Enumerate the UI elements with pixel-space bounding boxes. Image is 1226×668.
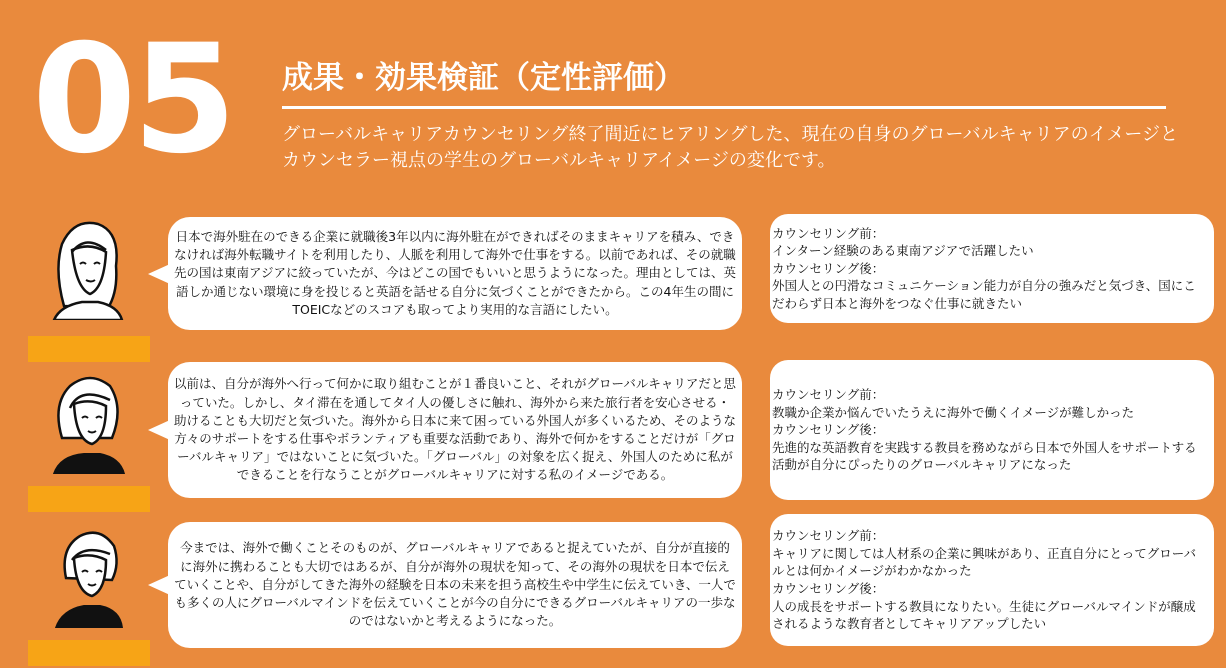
quote-text: 以前は、自分が海外へ行って何かに取り組むことが１番良いこと、それがグローバルキャリアだと思っていた。しかし、タイ滞在を通してタイ人の優しさに触れ、海外から来た旅行者を安心させる・助けることも大切だと気づいた。海外から日本に来て困っている外国人が多くいるため、そのような方々のサポートをする仕事やボランティアも重要な活動であり、海外で何かをすることだけが「グローバルキャリア」ではないことに気づいた。「グローバル」の対象を広く捉え、外国人のために私ができることを行なうことがグローバルキャリアに対する私のイメージである。 [174,376,737,483]
before-label: カウンセリング前： [772,528,885,544]
before-text: 教職か企業か悩んでいたうえに海外で働くイメージが難しかった [772,404,1135,420]
page-title: 成果・効果検証（定性評価） [282,60,685,96]
after-label: カウンセリング後： [772,581,885,596]
before-label: カウンセリング前： [772,387,885,403]
change-box [770,514,1214,646]
name-bar [28,640,150,666]
quote-text: 今までは、海外で働くことそのものが、グローバルキャリアであると捉えていたが、自分が直接的に海外に携わることも大切ではあるが、自分が海外の現状を知って、その海外の現状を日本で伝えていくことや、自分がしてきた海外の経験を日本の未来を担う高校生や中学生に伝えていき、一人でも多くの人にグローバルマインドを伝えていくことが今の自分にできるグローバルキャリアの一歩なのではないかと考えるようになった。 [174,540,736,629]
page-subtitle: グローバルキャリアカウンセリング終了間近にヒアリングした、現在の自身のグローバルキャリアのイメージとカウンセラー視点の学生のグローバルキャリアイメージの変化です。 [282,124,1179,171]
woman-long-hair-avatar-icon [40,210,132,320]
name-bar [28,486,150,512]
section-number: 05 [32,13,233,187]
speech-bubble [168,522,742,648]
before-text: キャリアに関しては人材系の企業に興味があり、正直自分にとってグローバルとは何かイメージがわかなかった [772,545,1197,579]
change-box [770,214,1214,323]
speech-bubble [168,362,742,498]
after-label: カウンセリング後： [772,260,885,276]
after-label: カウンセリング後： [772,422,885,438]
change-box [770,360,1214,500]
before-text: インターン経験のある東南アジアで活躍したい [772,243,1034,259]
after-text: 外国人との円滑なコミュニケーション能力が自分の強みだと気づき、国にこだわらず日本と海外をつなぐ仕事に就きたい [772,278,1196,311]
after-text: 人の成長をサポートする教員になりたい。生徒にグローバルマインドが醸成されるような教育者としてキャリアアップしたい [772,598,1196,632]
woman-bob-hair-avatar-icon [40,364,132,474]
woman-short-hair-avatar-icon [40,518,132,628]
speech-bubble [168,217,742,330]
name-bar [28,336,150,362]
quote-text: 日本で海外駐在のできる企業に就職後3年以内に海外駐在ができればそのままキャリアを積み、できなければ海外転職サイトを利用したり、人脈を利用して海外で仕事をする。以前であれば、その就職先の国は東南アジアに絞っていたが、今はどこの国でもいいと思うようになった。理由としては、英語しか通じない環境に身を投じると英語を話せる自分に気づくことができたから。この4年生の間にTOEICなどのスコアも取ってより実用的な言語にしたい。 [174,228,737,317]
title-divider [282,106,1166,109]
before-label: カウンセリング前： [772,225,885,241]
after-text: 先進的な英語教育を実践する教員を務めながら日本で外国人をサポートする活動が自分にぴったりのグローバルキャリアになった [772,439,1197,473]
